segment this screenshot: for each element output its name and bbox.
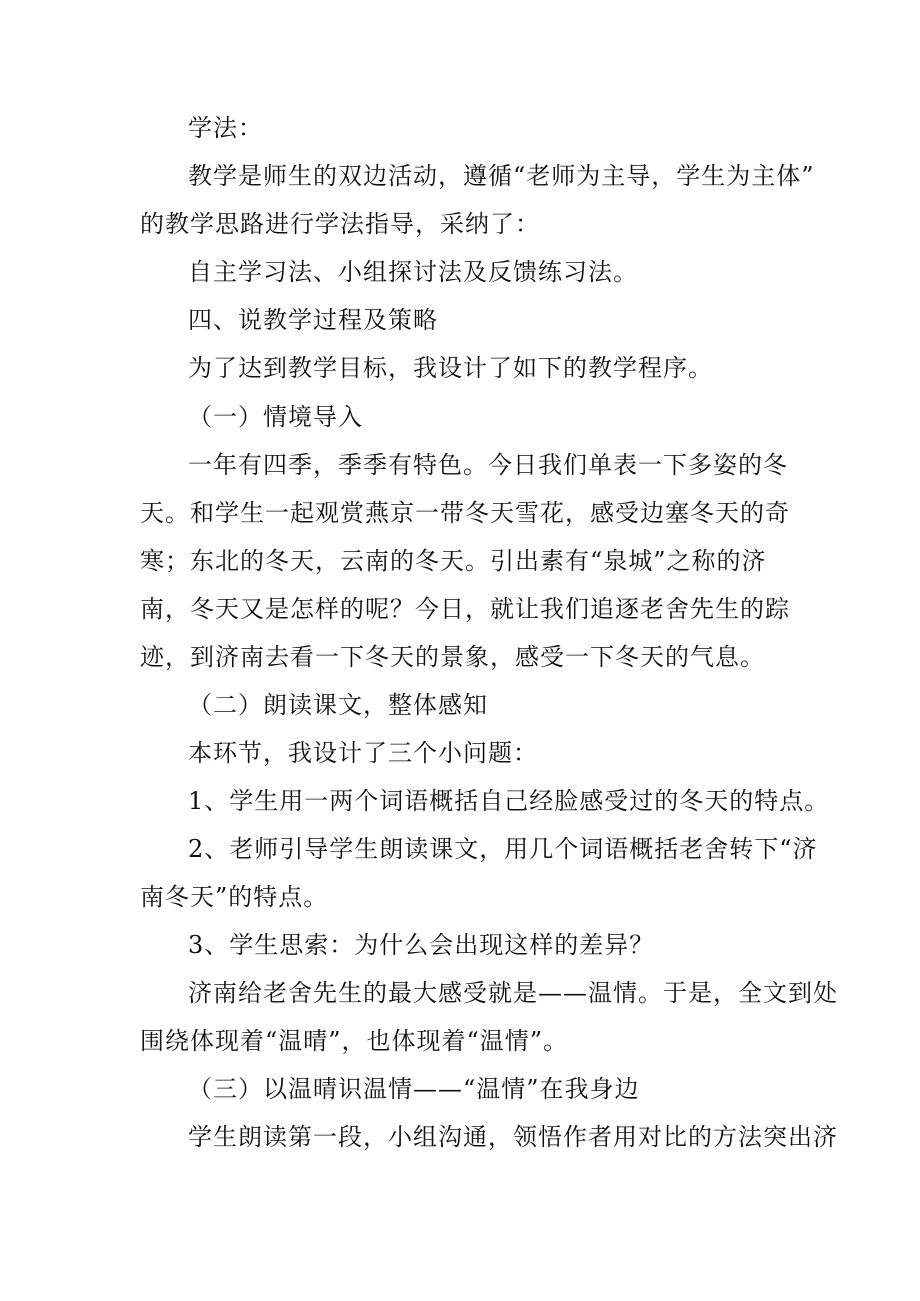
paragraph-line: 济南给老舍先生的最大感受就是——温情。于是，全文到处 — [188, 979, 838, 1007]
paragraph-line: 围绕体现着“温晴”，也体现着“温情”。 — [140, 1027, 569, 1055]
subsection-heading: （一）情境导入 — [188, 403, 363, 431]
subsection-heading: （二）朗读课文，整体感知 — [188, 691, 488, 719]
paragraph-line: 迹，到济南去看一下冬天的景象，感受一下冬天的气息。 — [140, 643, 765, 671]
paragraph-line: 一年有四季，季季有特色。今日我们单表一下多姿的冬 — [188, 451, 788, 479]
paragraph-line: 学法： — [188, 114, 263, 142]
list-item: 1、学生用一两个词语概括自己经脸感受过的冬天的特点。 — [188, 787, 830, 815]
paragraph-line: 学生朗读第一段，小组沟通，领悟作者用对比的方法突出济 — [188, 1123, 838, 1151]
paragraph-line: 为了达到教学目标，我设计了如下的教学程序。 — [188, 354, 713, 382]
list-item: 3、学生思索：为什么会出现这样的差异？ — [188, 931, 655, 959]
section-heading: 四、说教学过程及策略 — [188, 306, 438, 334]
paragraph-line: 寒；东北的冬天，云南的冬天。引出素有“泉城”之称的济 — [140, 547, 767, 575]
paragraph-line: 南，冬天又是怎样的呢？今日，就让我们追逐老舍先生的踪 — [140, 595, 790, 623]
paragraph-line: 教学是师生的双边活动，遵循“老师为主导，学生为主体” — [188, 162, 815, 190]
paragraph-line: 南冬天”的特点。 — [140, 883, 329, 911]
paragraph-line: 本环节，我设计了三个小问题： — [188, 739, 538, 767]
paragraph-line: 自主学习法、小组探讨法及反馈练习法。 — [188, 258, 638, 286]
paragraph-line: 的教学思路进行学法指导，采纳了： — [140, 210, 540, 238]
subsection-heading: （三）以温晴识温情——“温情”在我身边 — [188, 1075, 640, 1103]
paragraph-line: 天。和学生一起观赏燕京一带冬天雪花，感受边塞冬天的奇 — [140, 499, 790, 527]
list-item: 2、老师引导学生朗读课文，用几个词语概括老舍转下“济 — [188, 835, 818, 863]
